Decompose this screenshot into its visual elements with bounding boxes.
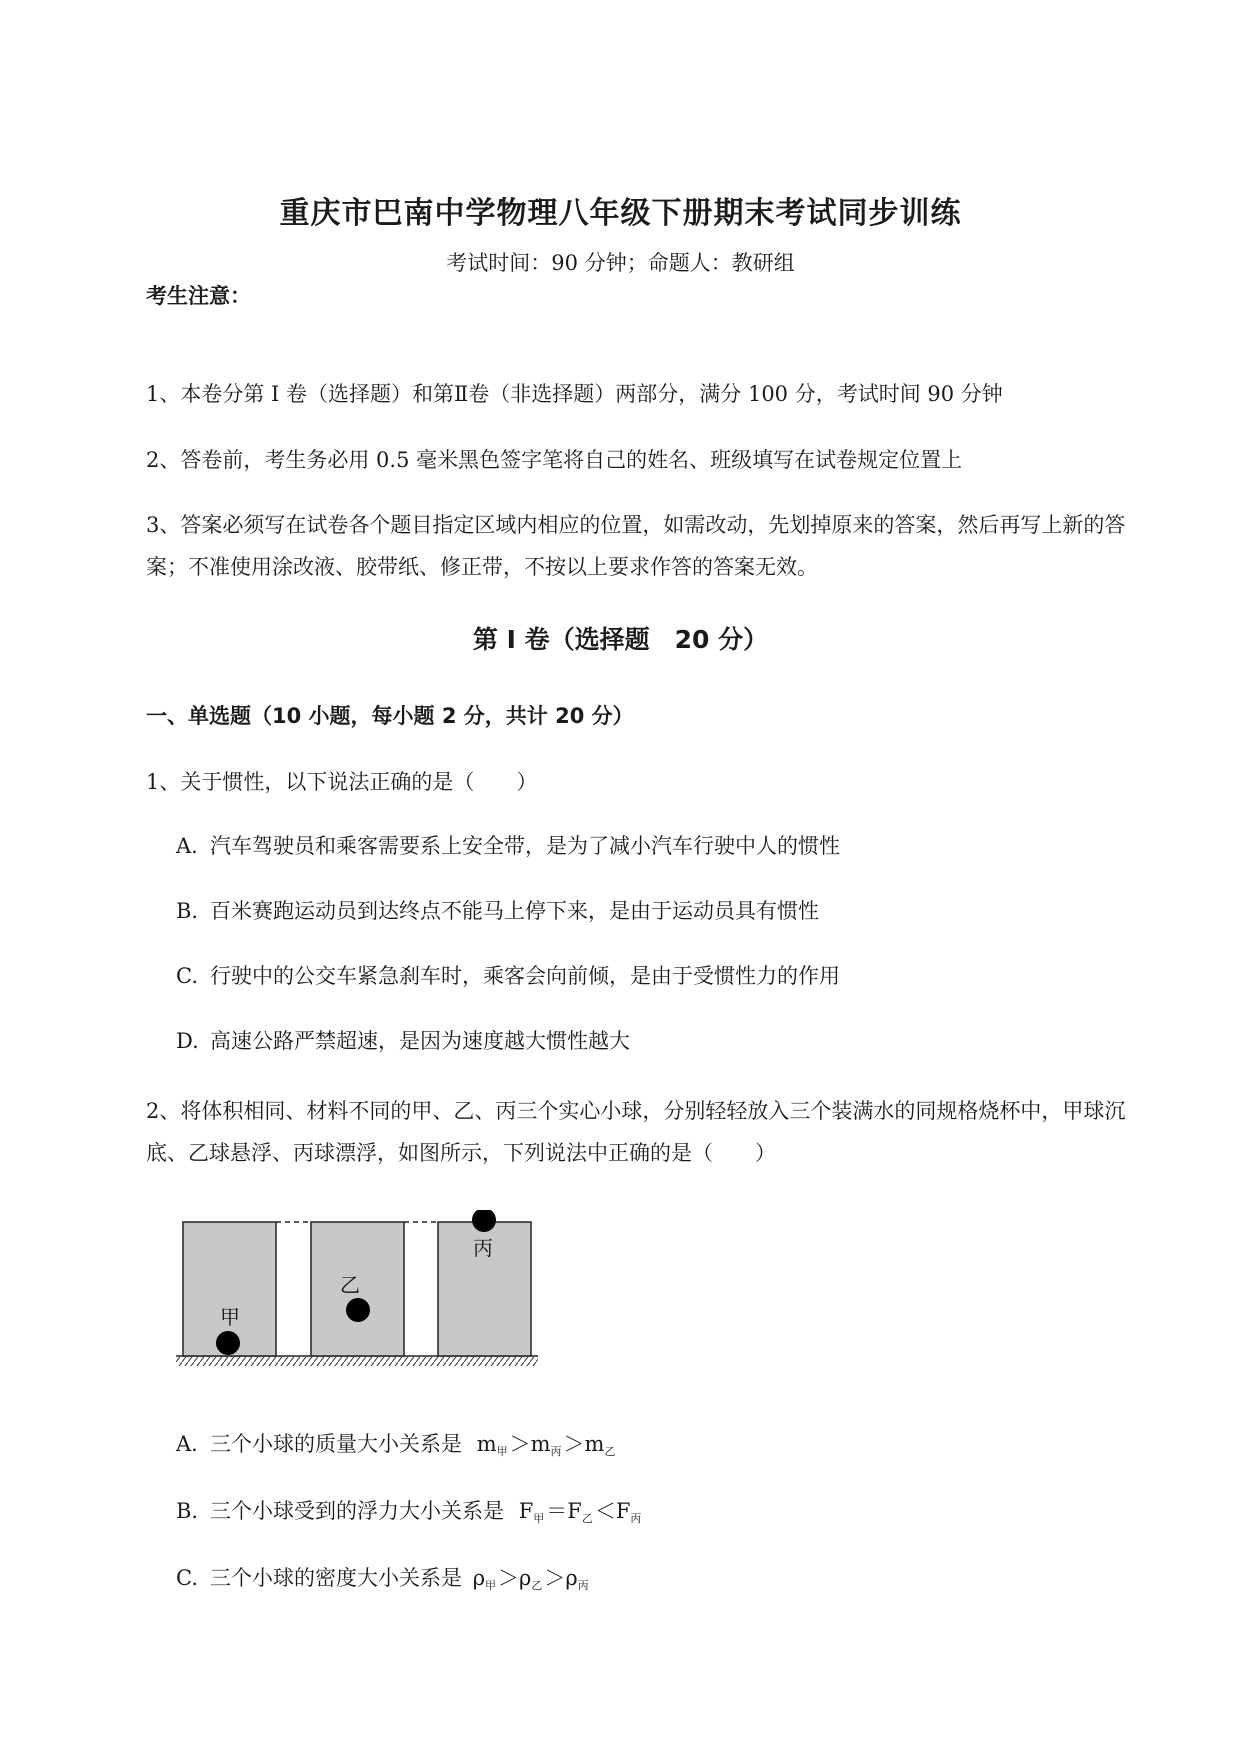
notice-heading: 考生注意： — [146, 284, 251, 308]
q1-option-b — [176, 895, 819, 927]
formula: $m_甲>m_丙>m_乙$ — [476, 1432, 616, 1458]
option-letter: A. — [176, 834, 198, 858]
option-text: 行驶中的公交车紧急刹车时，乘客会向前倾，是由于受惯性力的作用 — [210, 964, 840, 988]
option-letter: A. — [176, 1432, 198, 1456]
option-letter: C. — [176, 1566, 198, 1590]
question-1-stem: 1、关于惯性，以下说法正确的是（ ） — [146, 770, 538, 794]
q2-option-c — [176, 1562, 591, 1602]
option-letter: D. — [176, 1029, 199, 1053]
q1-option-d — [176, 1025, 630, 1057]
option-text: 百米赛跑运动员到达终点不能马上停下来，是由于运动员具有惯性 — [210, 899, 819, 923]
label-jia: 甲 — [220, 1305, 240, 1329]
option-text: 三个小球受到的浮力大小关系是 — [210, 1499, 504, 1523]
section-title: 第 I 卷（选择题 20 分） — [472, 625, 769, 654]
option-text: 高速公路严禁超速，是因为速度越大惯性越大 — [210, 1029, 630, 1053]
q1-option-a — [176, 830, 840, 862]
formula: $\rho_甲>\rho_乙>\rho_丙$ — [472, 1566, 589, 1592]
q1-option-c — [176, 960, 840, 992]
q2-option-a — [176, 1428, 617, 1468]
option-letter: C. — [176, 964, 198, 988]
beakers-figure — [176, 1210, 546, 1370]
label-bing: 丙 — [473, 1236, 493, 1260]
exam-title: 重庆市巴南中学物理八年级下册期末考试同步训练 — [279, 196, 962, 231]
ball-yi — [346, 1298, 370, 1322]
ball-jia — [216, 1331, 240, 1355]
q2-option-b — [176, 1495, 643, 1535]
notice-item-2: 2、答卷前，考生务必用 0.5 毫米黑色签字笔将自己的姓名、班级填写在试卷规定位置上 — [146, 448, 963, 472]
question-2-stem: 2、将体积相同、材料不同的甲、乙、丙三个实心小球，分别轻轻放入三个装满水的同规格烧杯中，甲球沉底、乙球悬浮、丙球漂浮，如图所示，下列说法中正确的是（ ） — [146, 1099, 1126, 1165]
ground-hatch — [176, 1357, 538, 1366]
option-text: 三个小球的密度大小关系是 — [210, 1566, 462, 1590]
option-text: 三个小球的质量大小关系是 — [210, 1432, 462, 1456]
part-heading: 一、单选题（10 小题，每小题 2 分，共计 20 分） — [146, 704, 634, 728]
option-text: 汽车驾驶员和乘客需要系上安全带，是为了减小汽车行驶中人的惯性 — [210, 834, 840, 858]
label-yi: 乙 — [340, 1273, 360, 1297]
exam-subtitle: 考试时间：90 分钟；命题人：教研组 — [446, 251, 795, 275]
option-letter: B. — [176, 899, 199, 923]
formula: $F_甲=F_乙<F_丙$ — [518, 1499, 642, 1525]
option-letter: B. — [176, 1499, 199, 1523]
notice-item-1: 1、本卷分第 I 卷（选择题）和第Ⅱ卷（非选择题）两部分，满分 100 分，考试时间 90 分钟 — [146, 382, 1003, 406]
notice-item-3: 3、答案必须写在试卷各个题目指定区域内相应的位置，如需改动，先划掉原来的答案，然后再写上新的答案；不准使用涂改液、胶带纸、修正带，不按以上要求作答的答案无效。 — [146, 513, 1126, 579]
